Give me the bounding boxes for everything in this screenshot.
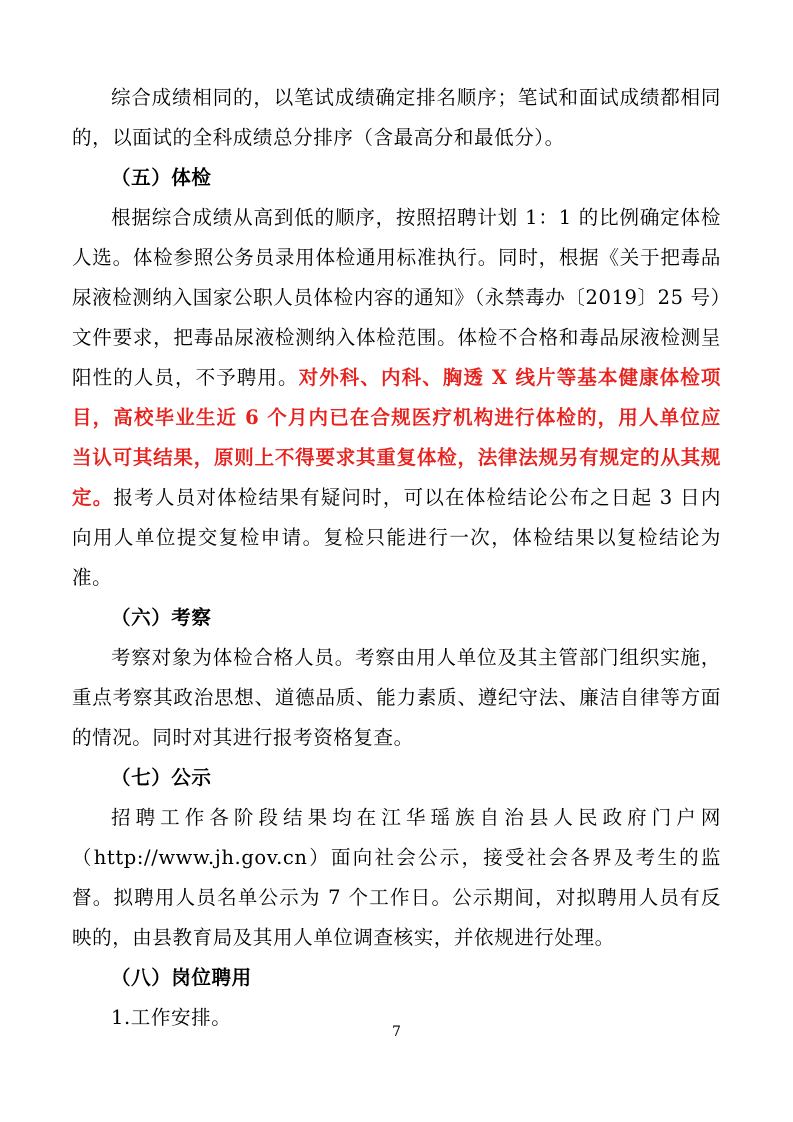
section-heading-appointment: （八）岗位聘用 xyxy=(111,966,252,989)
section-heading-inspection: （六）考察 xyxy=(111,606,212,629)
page-number: 7 xyxy=(392,1024,401,1040)
paragraph-ranking-rule: 综合成绩相同的，以笔试成绩确定排名顺序；笔试和面试成绩都相同的，以面试的全科成绩总分排序（含最高分和最低分）。 xyxy=(72,86,721,149)
medical-text-part-1: 根据综合成绩从高到低的顺序，按照招聘计划 1：1 的比例确定体检人选。体检参照公务员录用体检通用标准执行。同时，根据《关于把毒品尿液检测纳入国家公职人员体检内容的通知》（永禁毒办〔2019〕25 号）文件要求，把毒品尿液检测纳入体检范围。体检不合格和毒品尿液检测呈阳性的人员，不予聘用。 xyxy=(72,206,721,389)
section-heading-publicity: （七）公示 xyxy=(111,766,212,789)
medical-text-highlight: 对外科、内科、胸透 X 线片等基本健康体检项目，高校毕业生近 6 个月内已在合规医疗机构进行体检的，用人单位应当认可其结果，原则上不得要求其重复体检，法律法规另有规定的从其规定。 xyxy=(72,366,721,509)
paragraph-publicity: 招聘工作各阶段结果均在江华瑶族自治县人民政府门户网（http://www.jh.gov.cn）面向社会公示，接受社会各界及考生的监督。拟聘用人员名单公示为 7 个工作日。公示期间，对拟聘用人员有反映的，由县教育局及其用人单位调查核实，并依规进行处理。 xyxy=(72,806,721,949)
document-body xyxy=(72,78,721,1038)
section-heading-medical-exam: （五）体检 xyxy=(111,166,212,189)
paragraph-appointment-work-arrangement: 1.工作安排。 xyxy=(111,1006,232,1029)
medical-text-part-2: 报考人员对体检结果有疑问时，可以在体检结论公布之日起 3 日内向用人单位提交复检申请。复检只能进行一次，体检结果以复检结论为准。 xyxy=(72,486,721,589)
paragraph-inspection: 考察对象为体检合格人员。考察由用人单位及其主管部门组织实施，重点考察其政治思想、道德品质、能力素质、遵纪守法、廉洁自律等方面的情况。同时对其进行报考资格复查。 xyxy=(72,646,721,749)
paragraph-medical-exam xyxy=(72,198,721,598)
